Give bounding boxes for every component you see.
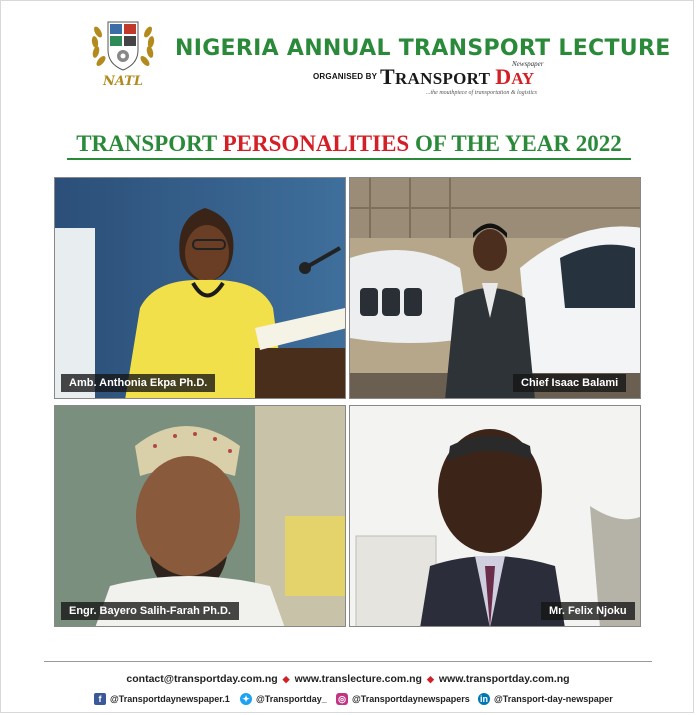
facebook-link[interactable] (94, 692, 230, 706)
personality-name-2: Chief Isaac Balami (513, 374, 626, 392)
instagram-handle: @Transportdaynewspapers (352, 694, 470, 704)
personality-photo-2 (349, 177, 641, 399)
twitter-link[interactable] (240, 692, 327, 706)
personality-photo-3 (54, 405, 346, 627)
organised-by-label: ORGANISED BY (313, 72, 378, 81)
event-title: NIGERIA ANNUAL TRANSPORT LECTURE (175, 36, 671, 61)
brand-tagline: ...the mouthpiece of transportation & logistics (426, 90, 537, 96)
website-link-2[interactable]: www.transportday.com.ng (438, 673, 570, 685)
linkedin-handle: @Transport-day-newspaper (494, 694, 613, 704)
instagram-link[interactable] (336, 692, 470, 706)
contact-email[interactable]: contact@transportday.com.ng (126, 673, 278, 685)
contact-row (0, 673, 696, 685)
linkedin-icon: in (480, 694, 488, 704)
diamond-icon: ◆ (426, 674, 434, 684)
brand-second-letter: D (495, 64, 512, 89)
website-link-1[interactable]: www.translecture.com.ng (294, 673, 422, 685)
brand-second-rest: AY (511, 69, 535, 88)
page-heading (67, 131, 631, 160)
twitter-icon: ✦ (240, 693, 252, 705)
heading-part-3: OF THE YEAR 2022 (409, 131, 622, 156)
instagram-icon: ◎ (336, 693, 348, 705)
personality-name-3: Engr. Bayero Salih-Farah Ph.D. (61, 602, 239, 620)
brand-first-letter: T (380, 64, 395, 89)
linkedin-link[interactable] (478, 692, 613, 706)
natl-logo (88, 14, 158, 94)
personality-photo-1 (54, 177, 346, 399)
diamond-icon: ◆ (282, 674, 290, 684)
personality-photo-4 (349, 405, 641, 627)
brand-first-rest: RANSPORT (394, 69, 491, 88)
personality-name-1: Amb. Anthonia Ekpa Ph.D. (61, 374, 215, 392)
heading-part-2: PERSONALITIES (222, 131, 410, 156)
personality-name-4: Mr. Felix Njoku (541, 602, 635, 620)
facebook-handle: @Transportdaynewspaper.1 (110, 694, 230, 704)
heading-part-1: TRANSPORT (76, 131, 223, 156)
logo-text: NATL (102, 74, 144, 89)
twitter-handle: @Transportday_ (256, 694, 327, 704)
facebook-icon: f (94, 693, 106, 705)
footer-divider (44, 661, 652, 662)
brand-superscript: Newspaper (512, 60, 544, 68)
